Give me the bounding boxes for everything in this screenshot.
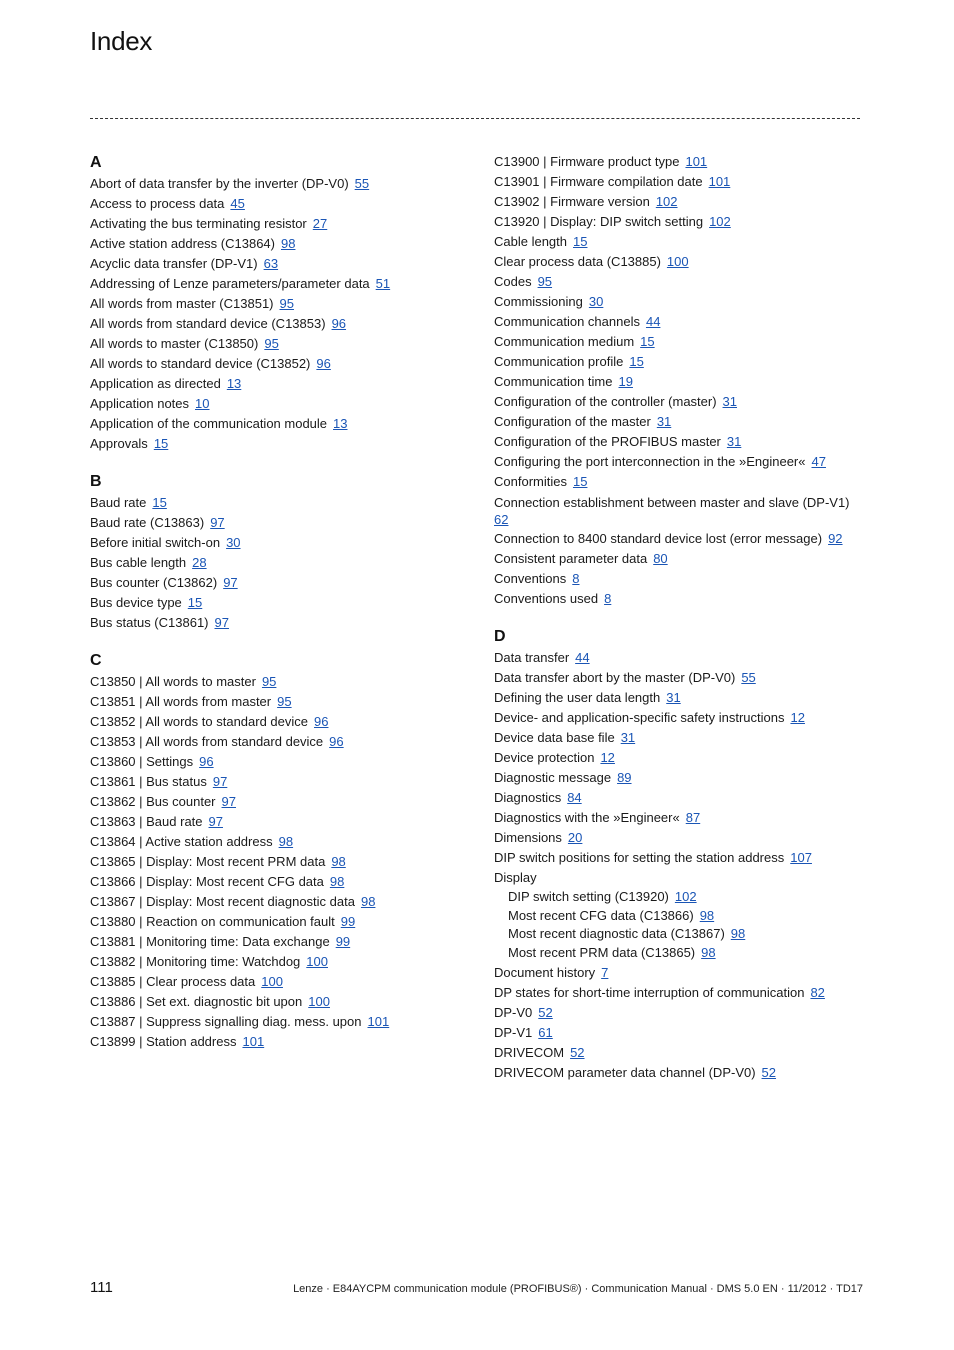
entry-term: Device- and application-specific safety instructions <box>494 710 785 725</box>
page-reference-link[interactable]: 97 <box>210 515 225 530</box>
entry-term: Addressing of Lenze parameters/parameter data <box>90 276 370 291</box>
entry-term: C13864 | Active station address <box>90 834 273 849</box>
page-reference-link[interactable]: 97 <box>212 774 228 789</box>
page-reference-link[interactable]: 97 <box>214 615 229 630</box>
entry-term: DRIVECOM parameter data channel (DP-V0) <box>494 1064 756 1080</box>
index-entry <box>494 412 864 432</box>
page-reference-link[interactable]: 15 <box>573 234 588 249</box>
page-reference-link[interactable]: 101 <box>708 174 731 189</box>
entry-term: Codes <box>494 274 532 289</box>
index-entry <box>494 728 864 748</box>
page-reference-link[interactable]: 100 <box>261 974 283 989</box>
page-reference-link[interactable]: 63 <box>263 256 279 271</box>
index-subentry <box>494 925 864 944</box>
entry-term: Diagnostic message <box>494 770 612 785</box>
entry-term: C13867 | Display: Most recent diagnostic data <box>90 894 355 909</box>
page-reference-link[interactable]: 15 <box>187 595 203 610</box>
index-section <box>494 626 864 1083</box>
page-reference-link[interactable]: 7 <box>601 964 609 980</box>
index-entry <box>90 214 465 234</box>
page-reference-link[interactable]: 80 <box>653 551 668 566</box>
entry-term: Active station address (C13864) <box>90 236 275 251</box>
page-reference-link[interactable]: 31 <box>620 730 636 745</box>
index-entry <box>90 752 465 772</box>
page-reference-link[interactable]: 98 <box>331 854 346 869</box>
index-entry <box>494 252 864 272</box>
entry-term: C13865 | Display: Most recent PRM data <box>90 854 326 869</box>
entry-term: C13853 | All words from standard device <box>90 734 324 749</box>
page-reference-link[interactable]: 97 <box>223 575 238 590</box>
entry-term: Abort of data transfer by the inverter (DP-V0) <box>90 176 349 191</box>
entry-term: C13902 | Firmware version <box>494 194 650 209</box>
entry-term: Acyclic data transfer (DP-V1) <box>90 256 258 271</box>
index-entry <box>494 492 864 529</box>
page-reference-link[interactable]: 31 <box>726 434 742 449</box>
page-reference-link[interactable]: 99 <box>335 934 351 949</box>
index-entry <box>494 472 864 492</box>
index-entry <box>494 668 864 688</box>
entry-term: Connection to 8400 standard device lost (error message) <box>494 531 823 546</box>
page-reference-link[interactable]: 95 <box>279 296 294 311</box>
entry-term: Communication channels <box>494 314 640 329</box>
entry-term: Device protection <box>494 750 595 765</box>
index-entry <box>90 274 465 294</box>
entry-term: Access to process data <box>90 196 225 211</box>
index-column-left <box>90 152 465 1069</box>
entry-term: Most recent diagnostic data (C13867) <box>508 926 725 942</box>
entry-term: Activating the bus terminating resistor <box>90 216 307 231</box>
index-entry <box>90 772 465 792</box>
index-entry <box>494 963 864 983</box>
index-subentry <box>494 944 864 963</box>
index-entry <box>90 294 465 314</box>
page-reference-link[interactable]: 102 <box>655 194 678 209</box>
entry-term: Data transfer abort by the master (DP-V0) <box>494 670 736 685</box>
page-reference-link[interactable]: 44 <box>575 650 590 665</box>
index-entry <box>90 812 465 832</box>
entry-term: All words from standard device (C13853) <box>90 316 326 331</box>
index-entry <box>494 648 864 668</box>
index-entry <box>494 828 864 848</box>
page-reference-link[interactable]: 95 <box>537 274 553 289</box>
page-reference-link[interactable]: 28 <box>192 555 207 570</box>
entry-term: All words to standard device (C13852) <box>90 356 311 371</box>
index-entry <box>494 708 864 728</box>
entry-term: Conformities <box>494 474 567 489</box>
entry-term: Device data base file <box>494 730 615 745</box>
page-reference-link[interactable]: 27 <box>312 216 328 231</box>
index-entry <box>90 672 465 692</box>
index-entry <box>494 332 864 352</box>
entry-term: Bus cable length <box>90 555 187 570</box>
page-reference-link[interactable]: 96 <box>314 714 329 729</box>
page-reference-link[interactable]: 92 <box>828 531 843 546</box>
page-reference-link[interactable]: 95 <box>264 336 279 351</box>
page-reference-link[interactable]: 20 <box>567 830 583 845</box>
entry-term: Consistent parameter data <box>494 551 648 566</box>
page-reference-link[interactable]: 100 <box>666 254 689 269</box>
page-reference-link[interactable]: 19 <box>618 374 633 389</box>
entry-term: Before initial switch-on <box>90 535 221 550</box>
footer-document-info: Lenze · E84AYCPM communication module (PROFIBUS®) · Communication Manual · DMS 5.0 EN · 11/2012 · TD17 <box>293 1283 863 1295</box>
index-entry <box>90 573 465 593</box>
entry-term: Application as directed <box>90 376 221 391</box>
entry-term: Cable length <box>494 234 567 249</box>
index-entry <box>494 312 864 332</box>
entry-term: Display <box>494 870 537 885</box>
index-entry <box>494 292 864 312</box>
page-reference-link[interactable]: 15 <box>629 354 644 369</box>
entry-term: Conventions <box>494 571 567 586</box>
entry-term: Dimensions <box>494 830 562 845</box>
index-entry <box>90 493 465 513</box>
entry-term: C13887 | Suppress signalling diag. mess. upon <box>90 1014 362 1029</box>
entry-term: Commissioning <box>494 294 583 309</box>
entry-term: Communication medium <box>494 334 635 349</box>
page-reference-link[interactable]: 30 <box>226 535 241 550</box>
entry-term: C13860 | Settings <box>90 754 194 769</box>
entry-term: C13862 | Bus counter <box>90 794 216 809</box>
index-entry <box>90 992 465 1012</box>
section-letter: B <box>90 473 102 490</box>
index-entry <box>494 172 864 192</box>
index-section <box>90 650 465 1052</box>
index-entry <box>90 354 465 374</box>
entry-term: Defining the user data length <box>494 690 661 705</box>
index-entry <box>90 832 465 852</box>
page-reference-link[interactable]: 30 <box>588 294 604 309</box>
page-reference-link[interactable]: 8 <box>604 591 612 606</box>
page-reference-link[interactable]: 101 <box>242 1034 265 1049</box>
entry-term: Configuration of the controller (master) <box>494 394 717 409</box>
entry-term: DIP switch positions for setting the station address <box>494 850 785 865</box>
page-reference-link[interactable]: 98 <box>280 236 296 251</box>
page-reference-link[interactable]: 97 <box>221 794 236 809</box>
section-letter: A <box>90 154 102 171</box>
page-reference-link[interactable]: 84 <box>567 790 582 805</box>
page-reference-link[interactable]: 100 <box>306 954 328 969</box>
page-reference-link[interactable]: 55 <box>741 670 756 685</box>
entry-term: C13901 | Firmware compilation date <box>494 174 703 189</box>
index-entry <box>90 872 465 892</box>
entry-term: Configuring the port interconnection in the »Engineer« <box>494 454 806 469</box>
page-reference-link[interactable]: 12 <box>790 710 805 725</box>
page-reference-link[interactable]: 100 <box>308 994 330 1009</box>
entry-term: Diagnostics <box>494 790 562 805</box>
page-reference-link[interactable]: 107 <box>790 850 812 865</box>
page-title: Index <box>90 26 153 56</box>
entry-term: All words from master (C13851) <box>90 296 274 311</box>
entry-term: Bus status (C13861) <box>90 615 209 630</box>
page-reference-link[interactable]: 61 <box>538 1024 553 1040</box>
entry-term: C13882 | Monitoring time: Watchdog <box>90 954 301 969</box>
entry-term: Communication time <box>494 374 613 389</box>
index-entry <box>90 952 465 972</box>
page-reference-link[interactable]: 98 <box>701 945 716 961</box>
index-entry <box>90 254 465 274</box>
page-reference-link[interactable]: 98 <box>329 874 345 889</box>
entry-term: Application notes <box>90 396 190 411</box>
entry-term: C13880 | Reaction on communication fault <box>90 914 335 929</box>
entry-term: DIP switch setting (C13920) <box>508 889 669 904</box>
index-entry <box>90 732 465 752</box>
index-entry <box>494 569 864 589</box>
index-entry <box>90 234 465 254</box>
page-reference-link[interactable]: 31 <box>656 414 672 429</box>
page-reference-link[interactable]: 62 <box>494 512 509 527</box>
index-entry <box>90 553 465 573</box>
index-entry <box>494 352 864 372</box>
page-reference-link[interactable]: 96 <box>331 316 347 331</box>
page-reference-link[interactable]: 97 <box>208 814 223 829</box>
entry-term: C13885 | Clear process data <box>90 974 256 989</box>
index-entry <box>494 452 864 472</box>
page-reference-link[interactable]: 55 <box>354 176 370 191</box>
entry-term: DP-V0 <box>494 1004 533 1020</box>
index-entry <box>494 392 864 412</box>
section-letter: C <box>90 652 102 669</box>
page-reference-link[interactable]: 13 <box>226 376 242 391</box>
index-entry <box>494 152 864 172</box>
index-entry <box>494 272 864 292</box>
index-entry <box>90 414 465 434</box>
index-entry <box>90 892 465 912</box>
entry-term: Approvals <box>90 436 148 451</box>
index-entry <box>494 549 864 569</box>
page-reference-link[interactable]: 8 <box>572 571 580 586</box>
page-reference-link[interactable]: 15 <box>152 495 167 510</box>
index-section <box>90 152 465 454</box>
index-entry <box>90 374 465 394</box>
page-reference-link[interactable]: 95 <box>261 674 277 689</box>
page-reference-link[interactable]: 102 <box>709 214 731 229</box>
index-entry <box>90 972 465 992</box>
title-rule <box>90 118 860 119</box>
entry-term: C13861 | Bus status <box>90 774 207 789</box>
entry-term: C13851 | All words from master <box>90 694 272 709</box>
index-entry <box>90 174 465 194</box>
page-reference-link[interactable]: 96 <box>316 356 331 371</box>
page-reference-link[interactable]: 15 <box>640 334 655 349</box>
index-entry <box>90 613 465 633</box>
page-reference-link[interactable]: 52 <box>538 1004 553 1020</box>
index-entry <box>90 932 465 952</box>
index-entry <box>494 983 864 1003</box>
index-entry <box>90 1012 465 1032</box>
entry-term: Application of the communication module <box>90 416 328 431</box>
page-reference-link[interactable]: 98 <box>360 894 376 909</box>
index-section <box>90 471 465 633</box>
entry-term: Bus device type <box>90 595 182 610</box>
entry-term: Baud rate (C13863) <box>90 515 205 530</box>
index-entry <box>494 768 864 788</box>
page-reference-link[interactable]: 99 <box>340 914 356 929</box>
entry-term: Baud rate <box>90 495 147 510</box>
entry-term: Most recent CFG data (C13866) <box>508 907 694 923</box>
page-reference-link[interactable]: 47 <box>811 454 826 469</box>
entry-term: Clear process data (C13885) <box>494 254 661 269</box>
section-letter: D <box>494 628 506 645</box>
page-reference-link[interactable]: 95 <box>277 694 292 709</box>
page-reference-link[interactable]: 98 <box>730 926 746 942</box>
index-column-right <box>494 152 864 1100</box>
page-reference-link[interactable]: 12 <box>600 750 615 765</box>
page-reference-link[interactable]: 10 <box>195 396 210 411</box>
entry-term: DP states for short-time interruption of communication <box>494 984 805 1000</box>
index-entry <box>90 314 465 334</box>
page-reference-link[interactable]: 101 <box>685 154 708 169</box>
page-reference-link[interactable]: 15 <box>572 474 588 489</box>
entry-term: Configuration of the master <box>494 414 651 429</box>
index-entry <box>494 848 864 868</box>
index-entry <box>90 1032 465 1052</box>
index-entry <box>494 212 864 232</box>
index-entry <box>90 712 465 732</box>
entry-term: C13850 | All words to master <box>90 674 256 689</box>
index-entry <box>90 513 465 533</box>
entry-term: C13900 | Firmware product type <box>494 154 680 169</box>
page-reference-link[interactable]: 31 <box>666 690 681 705</box>
index-entry <box>90 434 465 454</box>
entry-term: Diagnostics with the »Engineer« <box>494 810 680 825</box>
index-entry <box>90 912 465 932</box>
index-entry <box>494 192 864 212</box>
index-entry <box>90 334 465 354</box>
index-entry <box>90 792 465 812</box>
entry-term: C13866 | Display: Most recent CFG data <box>90 874 324 889</box>
entry-term: Data transfer <box>494 650 570 665</box>
page-reference-link[interactable]: 31 <box>722 394 738 409</box>
page-reference-link[interactable]: 13 <box>333 416 348 431</box>
index-entry <box>90 533 465 553</box>
index-entry <box>494 589 864 609</box>
entry-term: C13881 | Monitoring time: Data exchange <box>90 934 330 949</box>
entry-term: DP-V1 <box>494 1024 533 1040</box>
index-entry <box>494 372 864 392</box>
page-reference-link[interactable]: 15 <box>153 436 169 451</box>
index-subentry <box>494 888 864 907</box>
index-entry <box>494 529 864 549</box>
page-reference-link[interactable]: 98 <box>699 907 715 923</box>
entry-term: C13920 | Display: DIP switch setting <box>494 214 704 229</box>
index-entry <box>494 808 864 828</box>
index-entry <box>90 394 465 414</box>
page-reference-link[interactable]: 98 <box>278 834 294 849</box>
index-entry <box>494 868 864 888</box>
entry-term: Document history <box>494 964 596 980</box>
index-entry <box>494 1003 864 1023</box>
entry-term: All words to master (C13850) <box>90 336 259 351</box>
entry-term: C13852 | All words to standard device <box>90 714 309 729</box>
entry-term: Bus counter (C13862) <box>90 575 218 590</box>
entry-term: Conventions used <box>494 591 599 606</box>
entry-term: DRIVECOM <box>494 1044 565 1060</box>
index-entry <box>494 432 864 452</box>
page-reference-link[interactable]: 52 <box>570 1044 585 1060</box>
index-entry <box>90 692 465 712</box>
page-reference-link[interactable]: 96 <box>329 734 344 749</box>
page-reference-link[interactable]: 44 <box>645 314 661 329</box>
page-reference-link[interactable]: 96 <box>199 754 214 769</box>
entry-term: Connection establishment between master and slave (DP-V1) <box>494 495 850 510</box>
index-entry <box>494 1043 864 1063</box>
entry-term: C13899 | Station address <box>90 1034 237 1049</box>
index-section <box>494 152 864 609</box>
page-reference-link[interactable]: 102 <box>674 889 697 904</box>
entry-term: Communication profile <box>494 354 624 369</box>
index-entry <box>494 688 864 708</box>
index-entry <box>494 748 864 768</box>
footer-page-number: 111 <box>90 1279 113 1296</box>
page-reference-link[interactable]: 101 <box>367 1014 390 1029</box>
index-entry <box>494 1063 864 1083</box>
index-entry <box>494 232 864 252</box>
page-reference-link[interactable]: 82 <box>810 984 825 1000</box>
page-reference-link[interactable]: 51 <box>375 276 391 291</box>
index-entry <box>494 788 864 808</box>
entry-term: Most recent PRM data (C13865) <box>508 945 696 961</box>
index-entry <box>90 852 465 872</box>
index-entry <box>494 1023 864 1043</box>
page-reference-link[interactable]: 45 <box>230 196 245 211</box>
index-entry <box>90 593 465 613</box>
page-reference-link[interactable]: 89 <box>617 770 632 785</box>
index-subentry <box>494 907 864 926</box>
entry-term: Configuration of the PROFIBUS master <box>494 434 721 449</box>
entry-term: C13886 | Set ext. diagnostic bit upon <box>90 994 303 1009</box>
entry-term: C13863 | Baud rate <box>90 814 203 829</box>
page-reference-link[interactable]: 87 <box>685 810 701 825</box>
index-entry <box>90 194 465 214</box>
page-reference-link[interactable]: 52 <box>761 1064 777 1080</box>
